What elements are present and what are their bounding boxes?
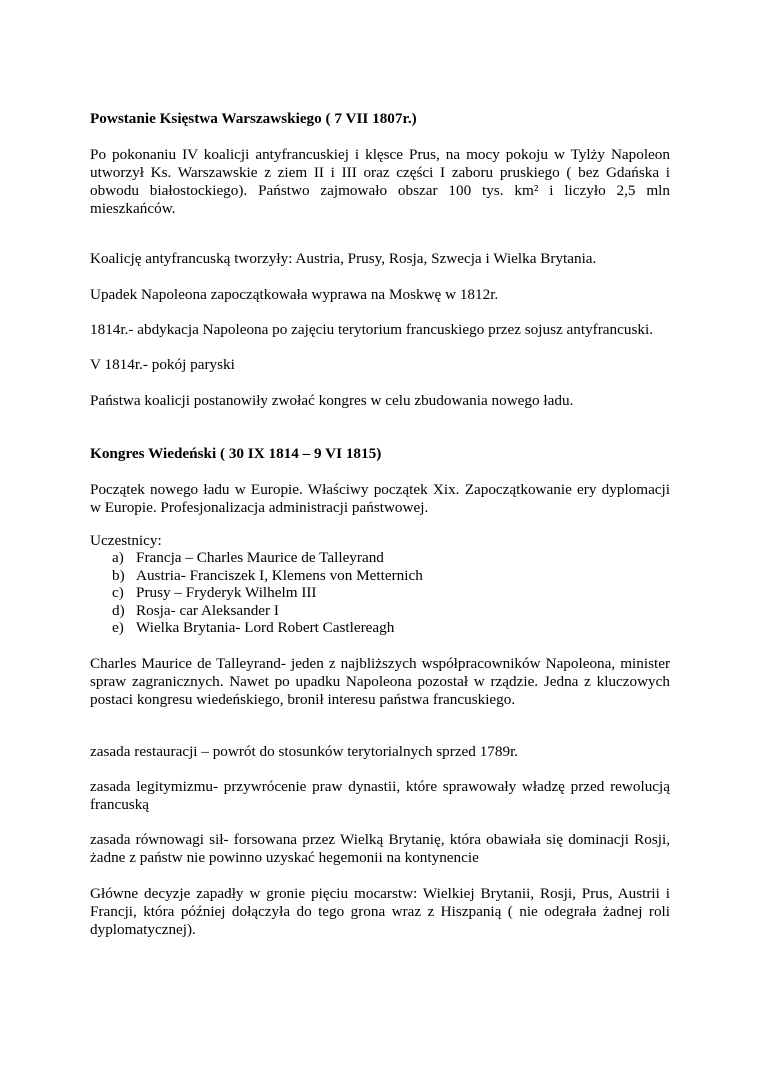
list-marker: d)	[112, 601, 125, 619]
paragraph-restoration-principle: zasada restauracji – powrót do stosunków terytorialnych sprzed 1789r.	[90, 743, 519, 760]
list-marker: e)	[112, 619, 124, 637]
text-line: obwodu białostockiego). Państwo zajmowało obszar 100 tys. km² i liczyło 2,5 mln	[90, 182, 670, 199]
list-item-text: Wielka Brytania- Lord Robert Castlereagh	[136, 619, 395, 637]
list-marker: a)	[112, 549, 124, 566]
text-line: żadne z państw nie powinno uzyskać hegemonii na kontynencie	[90, 849, 479, 866]
text-line: francuską	[90, 796, 150, 813]
text-line: Początek nowego ładu w Europie. Właściwy początek Xix. Zapoczątkowanie ery dyplomacji	[90, 481, 670, 498]
paragraph-peace-of-paris: V 1814r.- pokój paryski	[90, 356, 235, 373]
list-item	[90, 584, 670, 602]
list-item	[90, 567, 670, 585]
text-line: postaci kongresu wiedeńskiego, bronił interesu państwa francuskiego.	[90, 691, 516, 708]
list-item-text: Prusy – Fryderyk Wilhelm III	[136, 584, 317, 602]
list-marker: c)	[112, 584, 124, 602]
list-item-text: Rosja- car Aleksander I	[136, 601, 279, 619]
paragraph-balance-principle	[90, 831, 670, 867]
paragraph-new-order	[90, 481, 670, 517]
paragraph-congress-decision: Państwa koalicji postanowiły zwołać kongres w celu zbudowania nowego ładu.	[90, 392, 574, 409]
list-item-text: Francja – Charles Maurice de Talleyrand	[136, 549, 384, 566]
paragraph-napoleon-fall: Upadek Napoleona zapoczątkowała wyprawa na Moskwę w 1812r.	[90, 286, 499, 303]
paragraph-abdication: 1814r.- abdykacja Napoleona po zajęciu terytorium francuskiego przez sojusz antyfrancuski.	[90, 321, 653, 338]
text-line: dyplomatycznej).	[90, 921, 196, 938]
list-marker: b)	[112, 566, 125, 584]
text-line: spraw zagranicznych. Nawet po upadku Napoleona pozostał w rządzie. Jedna z kluczowych	[90, 673, 670, 690]
text-line: w Europie. Profesjonalizacja administracji państwowej.	[90, 499, 429, 516]
heading-congress-of-vienna: Kongres Wiedeński ( 30 IX 1814 – 9 VI 1815)	[90, 445, 382, 462]
text-line: Francji, która później dołączyła do tego grona wraz z Hiszpanią ( nie odegrała żadnej roli	[90, 903, 670, 920]
list-item	[90, 602, 670, 620]
text-line: zasada równowagi sił- forsowana przez Wielką Brytanię, która obawiała się dominacji Rosji,	[90, 831, 670, 848]
heading-duchy-of-warsaw: Powstanie Księstwa Warszawskiego ( 7 VII 1807r.)	[90, 110, 417, 127]
list-item	[90, 619, 670, 637]
text-line: utworzył Ks. Warszawskie z ziem II i III oraz części I zaboru pruskiego ( bez Gdańska i	[90, 164, 670, 181]
text-line: mieszkańców.	[90, 200, 176, 217]
paragraph-talleyrand	[90, 655, 670, 709]
text-line: Główne decyzje zapadły w gronie pięciu mocarstw: Wielkiej Brytanii, Rosji, Prus, Austrii i	[90, 885, 670, 902]
list-item	[90, 549, 670, 567]
paragraph-coalition: Koalicję antyfrancuską tworzyły: Austria, Prusy, Rosja, Szwecja i Wielka Brytania.	[90, 250, 597, 267]
list-item-text: Austria- Franciszek I, Klemens von Metternich	[136, 566, 423, 584]
text-line: Po pokonaniu IV koalicji antyfrancuskiej i klęsce Prus, na mocy pokoju w Tylży Napoleon	[90, 146, 670, 163]
paragraph-main-decisions	[90, 885, 670, 939]
participants-label: Uczestnicy:	[90, 532, 162, 549]
paragraph-duchy-creation	[90, 146, 670, 218]
text-line: Charles Maurice de Talleyrand- jeden z najbliższych współpracowników Napoleona, minister	[90, 655, 670, 672]
participants-list	[90, 549, 670, 637]
text-line: zasada legitymizmu- przywrócenie praw dynastii, które sprawowały władzę przed rewolucją	[90, 778, 670, 795]
paragraph-legitimism-principle	[90, 778, 670, 814]
